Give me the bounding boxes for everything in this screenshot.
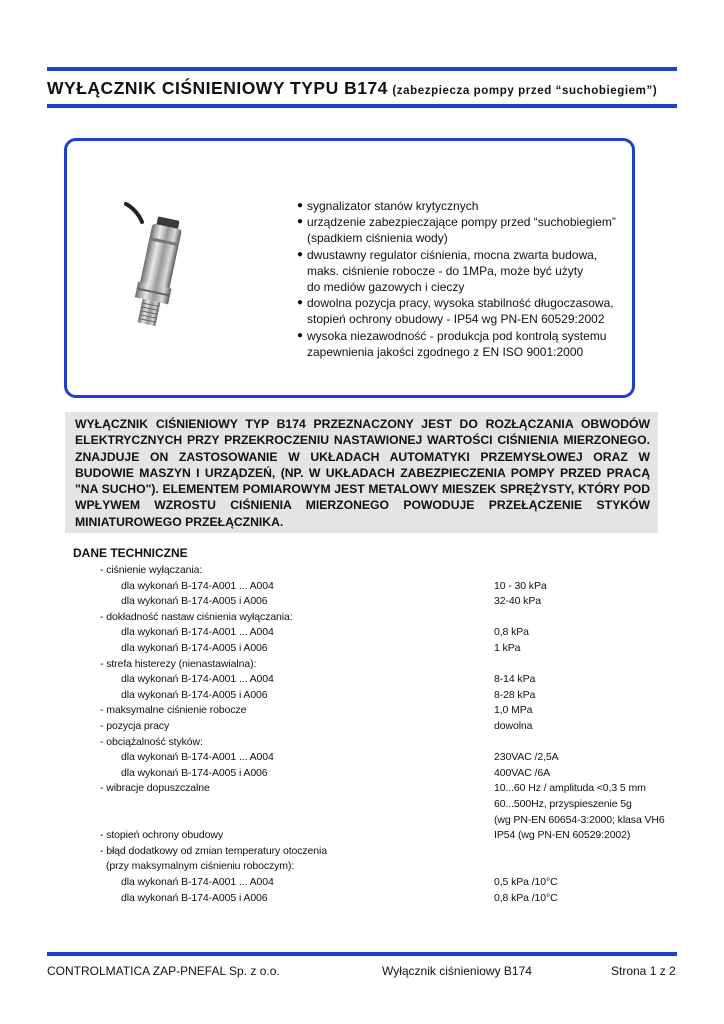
bullet-icon: ● bbox=[297, 297, 304, 309]
spec-label: - maksymalne ciśnienie robocze bbox=[100, 704, 247, 717]
spec-value: 230VAC /2,5A bbox=[494, 751, 559, 764]
feature-item bbox=[297, 328, 632, 360]
header-rule-bottom bbox=[47, 104, 677, 108]
bullet-icon: ● bbox=[297, 248, 304, 260]
feature-item bbox=[297, 295, 632, 327]
spec-label: - obciążalność styków: bbox=[100, 735, 203, 748]
title-main: WYŁĄCZNIK CIŚNIENIOWY TYPU B174 bbox=[47, 78, 388, 98]
spec-value: 32-40 kPa bbox=[494, 595, 541, 608]
feature-item bbox=[297, 247, 632, 296]
spec-label: - dokładność nastaw ciśnienia wyłączania: bbox=[100, 610, 293, 623]
spec-label: - błąd dodatkowy od zmian temperatury otoczenia bbox=[100, 844, 328, 857]
spec-value: 8-28 kPa bbox=[494, 688, 536, 701]
spec-value: 10...60 Hz / amplituda <0,3 5 mm bbox=[494, 782, 646, 795]
spec-label: (przy maksymalnym ciśnieniu roboczym): bbox=[106, 860, 295, 873]
description-text: WYŁĄCZNIK CIŚNIENIOWY TYP B174 PRZEZNACZONY JEST DO ROZŁĄCZANIA OBWODÓW ELEKTRYCZNYCH PRZY PRZEKROCZENIU NASTAWIONEJ WARTOŚCI CIŚNIENIA MIERZONEGO. ZNAJDUJE ON ZASTOSOWANIE W UKŁADACH AUTOMATYKI PRZEMYSŁOWEJ ORAZ W BUDOWIE MASZYN I URZĄDZEŃ, (NP. W UKŁADACH ZABEZPIECZENIA POMPY PRZED PRACĄ "NA SUCHO"). ELEMENTEM POMIAROWYM JEST METALOWY MIESZEK SPRĘŻYSTY, KTÓRY POD WPŁYWEM WZROSTU CIŚNIENIA MIERZONEGO POWODUJE PRZEŁĄCZENIE STYKÓW MINIATUROWEGO PRZEŁĄCZNIKA. bbox=[75, 417, 650, 529]
specs-heading: DANE TECHNICZNE bbox=[73, 546, 188, 560]
page-title bbox=[47, 78, 687, 99]
spec-value: 60...500Hz, przyspieszenie 5g bbox=[494, 798, 632, 810]
spec-label: - wibracje dopuszczalne bbox=[100, 782, 210, 795]
spec-label: dla wykonań B-174-A001 ... A004 bbox=[121, 626, 274, 639]
spec-label: - ciśnienie wyłączania: bbox=[100, 564, 203, 576]
spec-value: 1,0 MPa bbox=[494, 704, 533, 717]
spec-value: 10 - 30 kPa bbox=[494, 579, 547, 592]
feature-list bbox=[297, 198, 632, 360]
spec-label: dla wykonań B-174-A005 i A006 bbox=[121, 595, 268, 608]
spec-value: 0,8 kPa /10°C bbox=[494, 891, 558, 904]
spec-label: dla wykonań B-174-A001 ... A004 bbox=[121, 751, 274, 764]
spec-value: 0,5 kPa /10°C bbox=[494, 876, 558, 888]
footer-company: CONTROLMATICA ZAP-PNEFAL Sp. z o.o. bbox=[47, 964, 280, 978]
feature-line: urządzenie zabezpieczające pompy przed “suchobiegiem” bbox=[307, 215, 616, 230]
feature-line: dwustawny regulator ciśnienia, mocna zwarta budowa, bbox=[307, 247, 598, 262]
spec-value: 1 kPa bbox=[494, 642, 521, 654]
spec-label: dla wykonań B-174-A005 i A006 bbox=[121, 766, 268, 779]
spec-label: dla wykonań B-174-A005 i A006 bbox=[121, 891, 268, 904]
feature-line: stopień ochrony obudowy - IP54 wg PN-EN 60529:2002 bbox=[307, 312, 605, 327]
spec-value: 400VAC /6A bbox=[494, 766, 551, 779]
spec-label: - strefa histerezy (nienastawialna): bbox=[100, 657, 257, 670]
pressure-switch-image bbox=[120, 200, 210, 350]
feature-item bbox=[297, 198, 632, 214]
feature-line: sygnalizator stanów krytycznych bbox=[307, 199, 479, 213]
spec-label: dla wykonań B-174-A005 i A006 bbox=[121, 688, 268, 701]
spec-label: - pozycja pracy bbox=[100, 720, 170, 732]
bullet-icon: ● bbox=[297, 200, 304, 211]
spec-value: (wg PN-EN 60654-3:2000; klasa VH6 bbox=[494, 813, 665, 826]
spec-label: dla wykonań B-174-A001 ... A004 bbox=[121, 876, 274, 888]
feature-line: wysoka niezawodność - produkcja pod kontrolą systemu bbox=[307, 328, 607, 343]
spec-label: dla wykonań B-174-A001 ... A004 bbox=[121, 579, 274, 592]
feature-line: do mediów gazowych i cieczy bbox=[307, 280, 465, 295]
spec-label: - stopień ochrony obudowy bbox=[100, 829, 223, 842]
spec-value: IP54 (wg PN-EN 60529:2002) bbox=[494, 829, 631, 842]
spec-label: dla wykonań B-174-A005 i A006 bbox=[121, 642, 268, 654]
feature-line: maks. ciśnienie robocze - do 1MPa, może być użyty bbox=[307, 263, 584, 278]
header-rule-top bbox=[47, 67, 677, 71]
feature-line: dowolna pozycja pracy, wysoka stabilność długoczasowa, bbox=[307, 296, 614, 311]
feature-line: (spadkiem ciśnienia wody) bbox=[307, 231, 448, 246]
spec-value: 0,8 kPa bbox=[494, 626, 529, 639]
footer-rule bbox=[47, 952, 677, 956]
footer-document-title: Wyłącznik ciśnieniowy B174 bbox=[382, 964, 532, 978]
bullet-icon: ● bbox=[297, 216, 304, 228]
spec-value: 8-14 kPa bbox=[494, 673, 536, 686]
feature-line: zapewnienia jakości zgodnego z EN ISO 9001:2000 bbox=[307, 344, 584, 359]
spec-label: dla wykonań B-174-A001 ... A004 bbox=[121, 673, 274, 686]
spec-value: dowolna bbox=[494, 720, 533, 732]
footer-page-number: Strona 1 z 2 bbox=[611, 964, 676, 978]
title-subtitle: (zabezpiecza pompy przed “suchobiegiem”) bbox=[392, 85, 658, 97]
feature-item bbox=[297, 214, 632, 246]
bullet-icon: ● bbox=[297, 329, 304, 341]
